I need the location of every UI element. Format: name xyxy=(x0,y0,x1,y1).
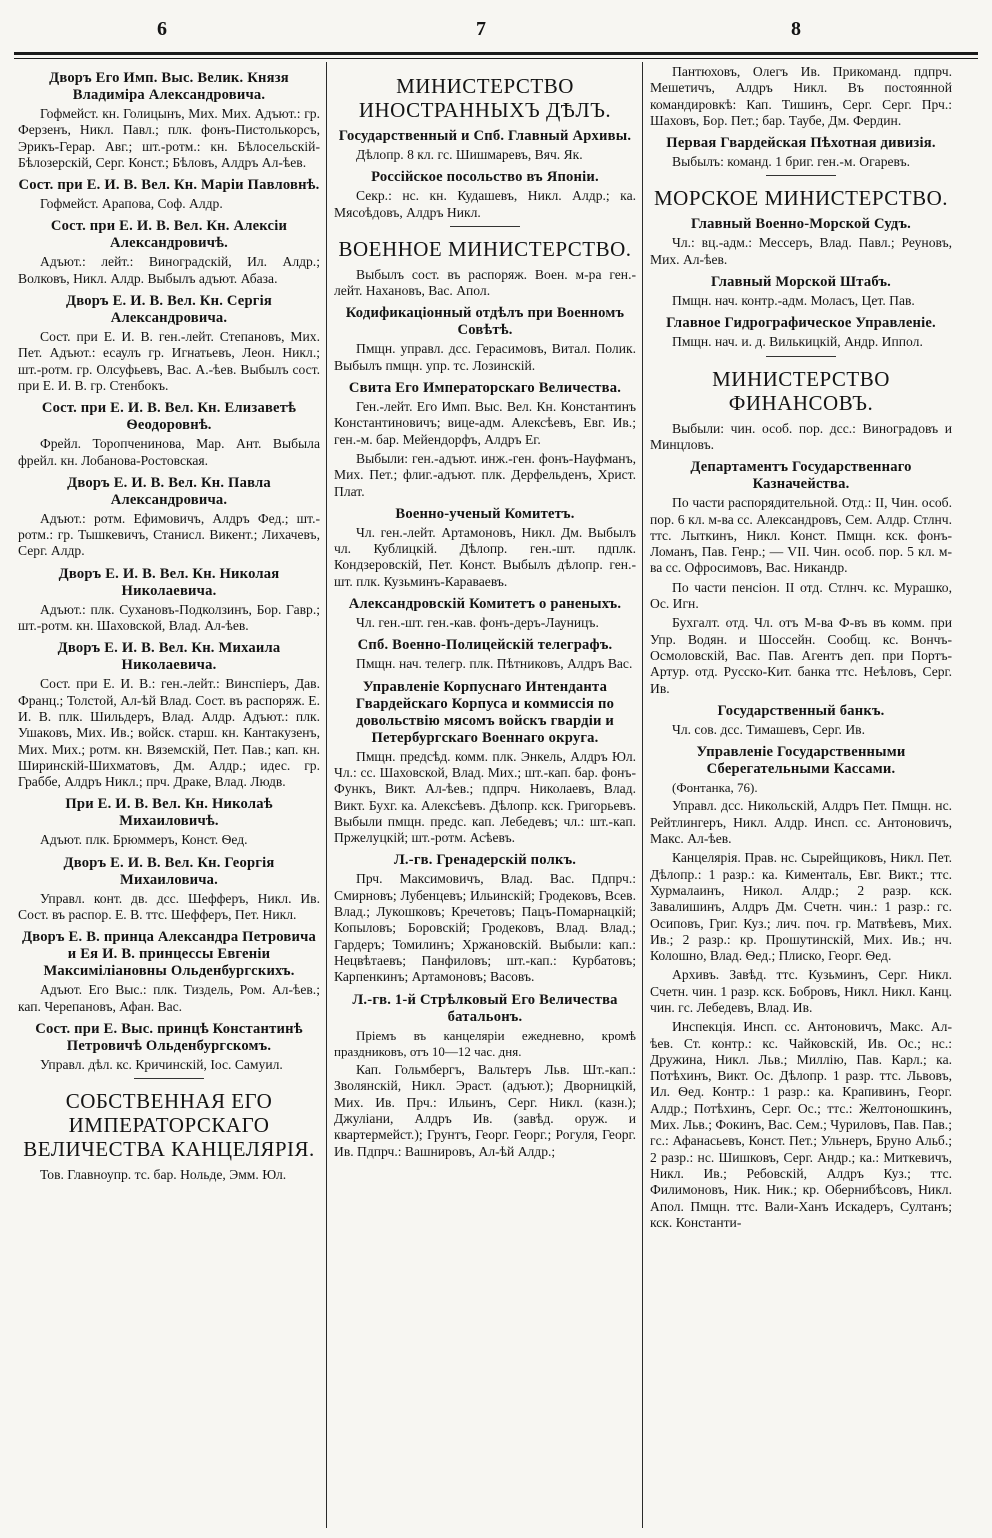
entry-paragraph: Ген.-лейт. Его Имп. Выс. Вел. Кн. Константинъ Константиновичъ; вице-адм. Алексѣевъ, Евг. Ив.; ген.-м. бар. Мейендорфъ, Алдръ Ег. xyxy=(334,399,636,447)
entry-paragraph: Пантюховъ, Олегъ Ив. Прикоманд. пдпрч. Мешетичъ, Алдръ Никл. Въ постоянной командировкѣ: Кап. Тишинъ, Серг. Серг. Прч.: Шаховъ, Бор. Пет.; бар. Таубе, Дм. Фердин. xyxy=(650,64,952,128)
section-heading: При Е. И. В. Вел. Кн. Николаѣ Михаиловичѣ. xyxy=(65,796,273,830)
entry-paragraph: Адъют. Его Выс.: плк. Тиздель, Ром. Ал-ѣев.; кап. Черепановъ, Афан. Вас. xyxy=(18,982,320,1014)
column-divider xyxy=(326,62,327,1528)
entry-paragraph: Фрейл. Торопченинова, Мар. Ант. Выбыла фрейл. кн. Лобанова-Ростовская. xyxy=(18,436,320,468)
section-heading: Дворъ Е. И. В. Вел. Кн. Михаила Николаевича. xyxy=(57,640,281,674)
entry-paragraph: Выбылъ: команд. 1 бриг. ген.-м. Огаревъ. xyxy=(672,154,911,170)
entry-paragraph: По части пенсіон. II отд. Стлнч. кс. Мурашко, Ос. Игн. xyxy=(650,579,952,612)
section-heading: Л.-гв. Гренадерскій полкъ. xyxy=(393,852,577,869)
section-separator xyxy=(766,356,836,357)
column-right xyxy=(650,64,952,1234)
section-heading: Дворъ Е. И. В. Вел. Кн. Николая Николаевича. xyxy=(58,565,280,599)
entry-paragraph: Чл. ген.-лейт. Артамоновъ, Никл. Дм. Выбылъ чл. Кублицкій. Дѣлопр. ген.-шт. пдплк. Кондзеровскій, Пет. Конст. Выбылъ дѣлопр. ген.-шт. плк. Кузьминъ-Караваевъ. xyxy=(334,524,636,589)
entry-paragraph: Пмщн. нач. и. д. Вилькицкій, Андр. Иппол. xyxy=(672,334,923,350)
section-heading: Свита Его Императорскаго Величества. xyxy=(348,380,622,397)
section-heading: Главный Морской Штабъ. xyxy=(710,274,892,291)
entry-paragraph: Гофмейст. кн. Голицынъ, Мих. Мих. Адъют.: гр. Ферзенъ, Никл. Павл.; плк. фонъ-Пистолькорсъ, Эрикъ-Герар. Авг.; шт.-ротм.: кн. Бѣлосельскій-Бѣлозерскій, Серг. Конст.; Бѣловъ, Алдръ Ал-ѣев. xyxy=(18,106,320,170)
section-heading: Спб. Военно-Полицейскій телеграфъ. xyxy=(357,637,613,654)
section-heading: Дворъ Е. И. В. Вел. Кн. Павла Александровича. xyxy=(67,474,271,508)
entry-paragraph: Дѣлопр. 8 кл. гс. Шишмаревъ, Вяч. Як. xyxy=(356,147,583,162)
section-separator xyxy=(766,175,836,176)
section-heading: Л.-гв. 1-й Стрѣлковый Его Величества батальонъ. xyxy=(352,991,618,1025)
section-heading: Управленіе Государственными Сберегательными Кассами. xyxy=(696,744,906,778)
entry-paragraph: Выбыли: чин. особ. пор. дсс.: Виноградовъ и Минцловъ. xyxy=(650,420,952,452)
ministry-heading: СОБСТВЕННАЯ ЕГО ИМПЕРАТОРСКАГО ВЕЛИЧЕСТВА КАНЦЕЛЯРІЯ. xyxy=(23,1089,315,1162)
section-heading: Главный Военно-Морской Судъ. xyxy=(690,216,912,233)
page-number-left: 6 xyxy=(157,18,167,40)
entry-paragraph: Чл. ген.-шт. ген.-кав. фонъ-деръ-Лауницъ. xyxy=(356,615,599,631)
entry-paragraph: Чл. сов. дсс. Тимашевъ, Серг. Ив. xyxy=(672,721,865,737)
entry-paragraph: Адъют.: ротм. Ефимовичъ, Алдръ Фед.; шт.-ротм.: гр. Тышкевичъ, Станисл. Викент.; Лихачевъ, Серг. Алдр. xyxy=(18,510,320,559)
entry-paragraph: Адъют.: лейт.: Виноградскій, Ил. Алдр.; Волковъ, Никл. Алдр. Выбылъ адъют. Абаза. xyxy=(18,254,320,286)
entry-paragraph: Бухгалт. отд. Чл. отъ М-ва Ф-въ въ комм. при Упр. Водян. и Шоссейн. Сообщ. кс. Вончъ-Осмоловскій, Вас. Пав. Агентъ деп. при Портъ-Артур. отд. Русско-Кит. банка ттс. Неѣловъ, Серг. Ив. xyxy=(650,615,952,696)
note-paragraph: Пріемъ въ канцеляріи ежедневно, кромѣ праздниковъ, отъ 10—12 час. дня. xyxy=(334,1027,636,1059)
section-heading: Дворъ Его Имп. Выс. Велик. Князя Владиміра Александровича. xyxy=(49,70,289,103)
entry-paragraph: Выбылъ сост. въ распоряж. Воен. м-ра ген.-лейт. Нахановъ, Вас. Апол. xyxy=(334,266,636,299)
section-heading: Первая Гвардейская Пѣхотная дивизія. xyxy=(666,135,936,152)
section-heading: Дворъ Е. И. В. Вел. Кн. Сергія Александровича. xyxy=(66,293,272,327)
ministry-heading: МИНИСТЕРСТВО ФИНАНСОВЪ. xyxy=(712,366,890,415)
entry-paragraph: Канцелярія. Прав. нс. Сырейщиковъ, Никл. Пет. Дѣлопр.: 1 разр.: ка. Кименталь, Евг. Викт.; ттс. Хурмалаинъ, Никол. Алдр.; 2 разр. кск. Завалишинъ, Алдръ Дм. Счетн. чин.: 1 разр.: гс. Осиповъ, Григ. Куз.; лич. поч. гр. Матвѣевъ, Мих. Ив.; 2 разр.: кр. Прошутинскій, Мих. Ив.; нч. Колошно, Влад. Ѳед.; Плиско, Георг. Ѳед. xyxy=(650,850,952,964)
section-heading: Сост. при Е. И. В. Вел. Кн. Елизаветѣ Ѳеодоровнѣ. xyxy=(41,400,297,434)
column-divider xyxy=(642,62,643,1528)
section-heading: Управленіе Корпуснаго Интенданта Гвардейскаго Корпуса и коммиссія по довольствію мясомъ войскъ гвардіи и Петербургскаго Военнаго округа. xyxy=(355,678,615,746)
entry-paragraph: Пмщн. нач. контр.-адм. Моласъ, Цет. Пав. xyxy=(672,293,915,309)
entry-paragraph: Пмщн. управл. дсс. Герасимовъ, Витал. Полик. Выбылъ пмщн. упр. тс. Лозинскій. xyxy=(334,341,636,373)
entry-paragraph: Пмщн. нач. телегр. плк. Пѣтниковъ, Алдръ Вас. xyxy=(356,656,633,672)
section-heading: Дворъ Е. И. В. Вел. Кн. Георгія Михаиловича. xyxy=(63,854,275,888)
header-rule xyxy=(14,52,978,55)
entry-paragraph: Управл. дѣл. кс. Кричинскій, Іос. Самуил. xyxy=(40,1056,283,1072)
ministry-heading: МИНИСТЕРСТВО ИНОСТРАННЫХЪ ДѢЛЪ. xyxy=(358,74,612,122)
entry-paragraph: По части распорядительной. Отд.: II, Чин. особ. пор. 6 кл. м-ва сс. Александровъ, Сем. Алдр. Стлнч. ттс. Лыткинъ, Никл. Конст. Пмщн. кск. фонъ-Ломанъ, Пав. Генр.; — VII. Чин. особ. пор. 5 кл. м-ва сс. Офросимовъ, Вас. Никандр. xyxy=(650,495,952,576)
ministry-heading: ВОЕННОЕ МИНИСТЕРСТВО. xyxy=(338,236,632,261)
entry-paragraph: Кап. Гольмбергъ, Вальтеръ Льв. Шт.-кап.: Зволянскій, Никл. Эраст. (адъют.); Дворницкій, Мих. Ив. Прч.: Ильинъ, Серг. Никл. (казн.); Джуліани, Алдръ Ив. (завѣд. оруж. и квартермейст.); Грунтъ, Георг. Георг.; Рогуля, Георг. Ив. Пдпрч.: Вашнировъ, Ал-ѣй Алдр.; xyxy=(334,1062,636,1159)
entry-paragraph: Управл. дсс. Никольскій, Алдръ Пет. Пмщн. нс. Рейтлингеръ, Никл. Алдр. Инсп. сс. Антоновичъ, Макс. Ал-ѣев. xyxy=(650,798,952,847)
column-left xyxy=(18,64,320,1187)
section-heading: Дворъ Е. В. принца Александра Петровича и Ея И. В. принцессы Евгеніи Максиміліановны Ольденбургскихъ. xyxy=(21,929,317,980)
section-separator xyxy=(134,1078,204,1079)
entry-paragraph: Инспекція. Инсп. сс. Антоновичъ, Макс. Ал-ѣев. Ст. контр.: кс. Чайковскій, Ив. Ос.; нс.: Дружина, Никл. Льв.; Миллію, Пав. Карл.; ка. Потѣхинъ, Викт. Ос. Дѣлопр. 1 разр. ттс. Львовъ, Ил. Ѳед. Контр.: 1 разр.: ка. Крапивинъ, Георг. Алдр.; Потѣхинъ, Серг. Ос.; ттс.: Желтоношкинъ, Мих. Льв.; Фокинъ, Вас. Сем.; Чуриловъ, Пав. Пав.; гс.: Афанасьевъ, Конст. Пет.; Ульнеръ, Бруно Альб.; 2 разр.: нс. Шишковъ, Серг. Андр.; ка.: Миткевичъ, Никл. Ив.; Ребовскій, Алдръ Куз.; ттс. Филимоновъ, Ник. Ник.; кр. Обернибѣсовъ, Никл. Апол. Пмщн. ттс. Вали-Ханъ Искадеръ, Султанъ; кск. Константи- xyxy=(650,1019,952,1230)
section-heading: Кодификаціонный отдѣлъ при Военномъ Совѣтѣ. xyxy=(345,305,625,339)
entry-paragraph: Секр.: нс. кн. Кудашевъ, Никл. Алдр.; ка. Мясоѣдовъ, Алдръ Никл. xyxy=(334,188,636,220)
section-heading: Сост. при Е. И. В. Вел. Кн. Алексіи Александровичѣ. xyxy=(50,218,288,252)
entry-paragraph: Гофмейст. Арапова, Соф. Алдр. xyxy=(40,196,223,212)
section-heading: Государственный и Спб. Главный Архивы. xyxy=(338,128,632,144)
page-number-center: 7 xyxy=(476,18,486,40)
section-heading: Государственный банкъ. xyxy=(717,702,885,719)
section-heading: Главное Гидрографическое Управленіе. xyxy=(666,315,936,332)
entry-paragraph: Сост. при Е. И. В.: ген.-лейт.: Винспіеръ, Дав. Франц.; Толстой, Ал-ѣй Влад. Сост. въ распоряж. Е. И. В. плк. Шильдеръ, Влад. Алдр. Адъют.: плк. Ушаковъ, Мих. Ив.; войск. старш. кн. Кантакузенъ, Мих. Мих.; ротм. кн. Вяземскій, Пет. Пав.; кап. кн. Ширинскій-Шихматовъ, Дм. Алдр.; идес. гр. Граббе, Алдръ Никл.; прч. Драке, Влад. Людв. xyxy=(18,676,320,790)
entry-paragraph: Управл. конт. дв. дсс. Шефферъ, Никл. Ив. Сост. въ распор. Е. В. ттс. Шефферъ, Пет. Никл. xyxy=(18,890,320,923)
entry-paragraph: Сост. при Е. И. В. ген.-лейт. Степановъ, Мих. Пет. Адъют.: есаулъ гр. Игнатьевъ, Леон. Никл.; шт.-ротм. гр. Олсуфьевъ, Вас. А.-ѣев. Выбылъ сост. при Е. И. В. гр. Стенбокъ. xyxy=(18,329,320,393)
note-paragraph: (Фонтанка, 76). xyxy=(672,780,758,796)
entry-paragraph: Архивъ. Завѣд. ттс. Кузьминъ, Серг. Никл. Счетн. чин. 1 разр. кск. Бобровъ, Никл. Никл. Канц. чин. гс. Лебедевъ, Влад. Ив. xyxy=(650,967,952,1015)
section-heading: Александровскій Комитетъ о раненыхъ. xyxy=(348,596,622,613)
ministry-heading: МОРСКОЕ МИНИСТЕРСТВО. xyxy=(653,186,949,211)
entry-paragraph: Тов. Главноупр. тс. бар. Нольде, Эмм. Юл. xyxy=(40,1167,287,1183)
section-heading: Департаментъ Государственнаго Казначейства. xyxy=(690,459,912,493)
entry-paragraph: Прч. Максимовичъ, Влад. Вас. Пдпрч.: Смирновъ; Лубенцевъ; Ильинскій; Гродековъ, Всев. Влад.; Лукошковъ; Кречетовъ; Пацъ-Помарнацкій; Копыловъ; Боровскій; Гродековъ, Влад. Влад.; Гардеръ; Томилинъ; Хржановскій. Выбыли: кап.: Нецвѣтаевъ; Панфиловъ; шт.-кап.: Курбатовъ; Карпенкинъ; Артамоновъ; Васовъ. xyxy=(334,871,636,985)
section-heading: Сост. при Е. Выс. принцѣ Константинѣ Петровичѣ Ольденбургскомъ. xyxy=(35,1020,303,1054)
entry-paragraph: Адъют. плк. Брюммеръ, Конст. Ѳед. xyxy=(40,832,248,848)
entry-paragraph: Выбыли: ген.-адъют. инж.-ген. фонъ-Науфманъ, Мих. Пет.; флиг.-адъют. плк. Дерфельденъ, Христ. Плат. xyxy=(334,450,636,499)
section-heading: Россійское посольство въ Японіи. xyxy=(371,169,599,186)
section-heading: Военно-ученый Комитетъ. xyxy=(395,505,575,522)
entry-paragraph: Чл.: вц.-адм.: Мессеръ, Влад. Павл.; Реуновъ, Мих. Ал-ѣев. xyxy=(650,235,952,267)
entry-paragraph: Адъют.: плк. Сухановъ-Подколзинъ, Бор. Гавр.; шт.-ротм. кн. Шаховской, Влад. Ал-ѣев. xyxy=(18,601,320,634)
entry-paragraph: Пмщн. предсѣд. комм. плк. Энкель, Алдръ Юл. Чл.: сс. Шаховской, Влад. Мих.; шт.-кап. бар. фонъ-Функъ, Викт. Ал-ѣев.; пдпрч. Николаевъ, Влад. Викт. Бухг. ка. Алексѣевъ. Дѣлопр. кск. Григорьевъ. Выбыли пмщн. предс. кап. Лебедевъ; чл.: шт.-кап. Пржелуцкій; шт.-ротм. Асѣевъ. xyxy=(334,748,636,846)
column-middle xyxy=(334,64,636,1163)
section-heading: Сост. при Е. И. В. Вел. Кн. Маріи Павловнѣ. xyxy=(18,177,320,194)
header-rule-thin xyxy=(14,58,978,59)
section-separator xyxy=(450,226,520,227)
page-number-right: 8 xyxy=(791,18,801,40)
